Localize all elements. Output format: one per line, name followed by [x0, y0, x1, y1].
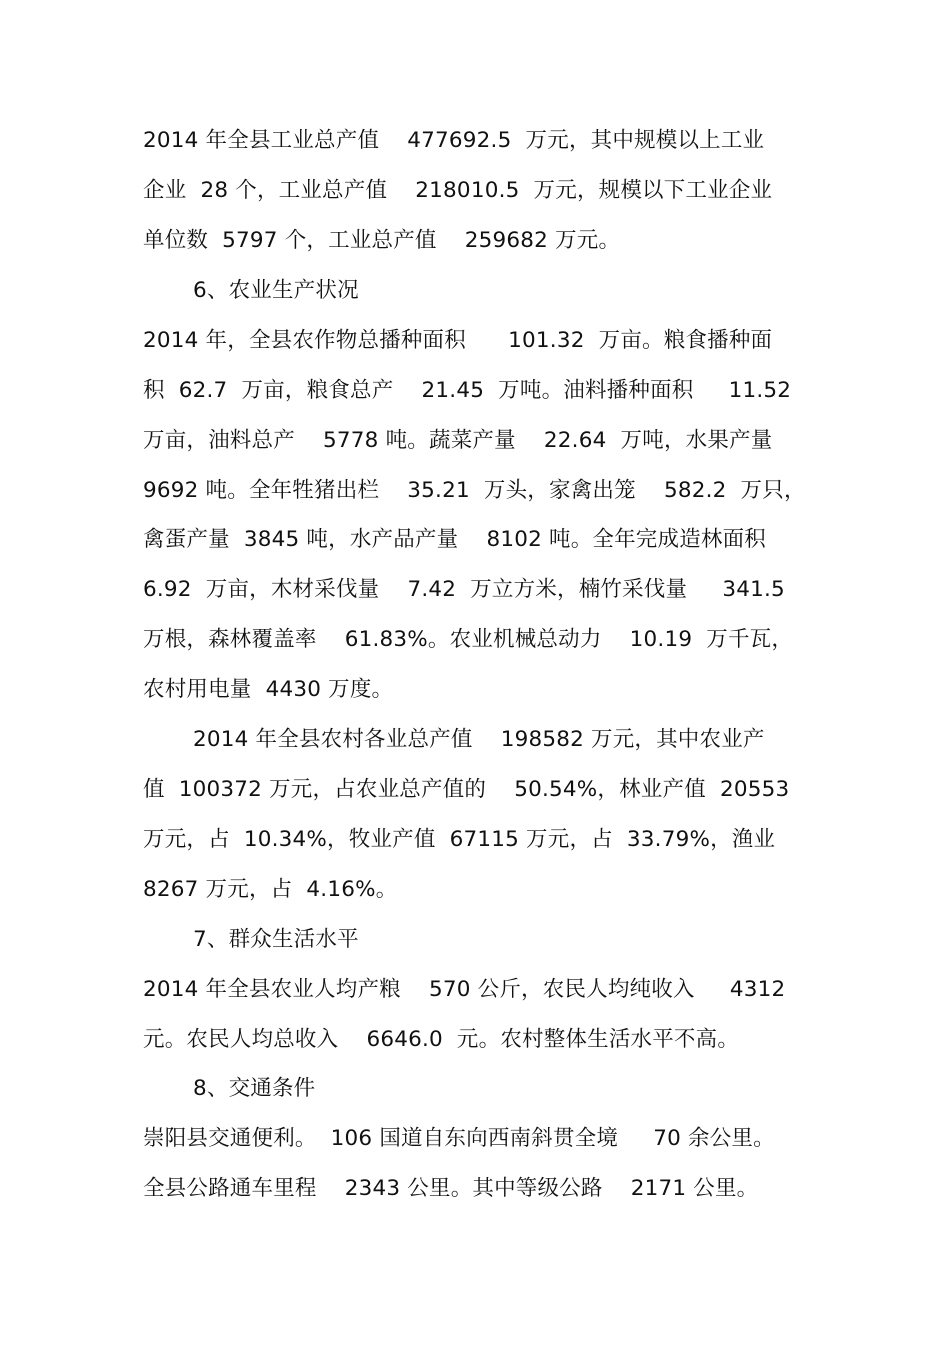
text-line: 全县公路通车里程 2343 公里。其中等级公路 2171 公里。	[143, 1176, 759, 1201]
text-line: 农村用电量 4430 万度。	[143, 677, 394, 702]
text-line: 2014 年全县农业人均产粮 570 公斤，农民人均纯收入 4312	[143, 977, 786, 1002]
text-line: 企业 28 个，工业总产值 218010.5 万元，规模以下工业企业	[143, 178, 773, 203]
text-line: 单位数 5797 个，工业总产值 259682 万元。	[143, 228, 621, 253]
text-line: 2014 年全县工业总产值 477692.5 万元，其中规模以上工业	[143, 128, 765, 153]
text-line: 万元，占 10.34%，牧业产值 67115 万元，占 33.79%，渔业	[143, 827, 776, 852]
text-line: 积 62.7 万亩，粮食总产 21.45 万吨。油料播种面积 11.52	[143, 378, 792, 403]
text-line: 元。农民人均总收入 6646.0 元。农村整体生活水平不高。	[143, 1027, 740, 1052]
text-line: 9692 吨。全年牲猪出栏 35.21 万头，家禽出笼 582.2 万只，	[143, 478, 806, 503]
section-heading: 6、农业生产状况	[193, 278, 359, 303]
text-line: 万根，森林覆盖率 61.83%。农业机械总动力 10.19 万千瓦，	[143, 627, 794, 652]
text-line: 值 100372 万元，占农业总产值的 50.54%，林业产值 20553	[143, 777, 790, 802]
text-line: 万亩，油料总产 5778 吨。蔬菜产量 22.64 万吨，水果产量	[143, 428, 773, 453]
section-heading: 7、群众生活水平	[193, 927, 359, 952]
section-heading: 8、交通条件	[193, 1076, 316, 1101]
text-line: 崇阳县交通便利。 106 国道自东向西南斜贯全境 70 余公里。	[143, 1126, 775, 1151]
text-line: 2014 年，全县农作物总播种面积 101.32 万亩。粮食播种面	[143, 328, 773, 353]
text-line: 6.92 万亩，木材采伐量 7.42 万立方米，楠竹采伐量 341.5	[143, 577, 785, 602]
text-line: 禽蛋产量 3845 吨，水产品产量 8102 吨。全年完成造林面积	[143, 527, 767, 552]
text-line: 8267 万元，占 4.16%。	[143, 877, 398, 902]
text-line: 2014 年全县农村各业总产值 198582 万元，其中农业产	[193, 727, 765, 752]
